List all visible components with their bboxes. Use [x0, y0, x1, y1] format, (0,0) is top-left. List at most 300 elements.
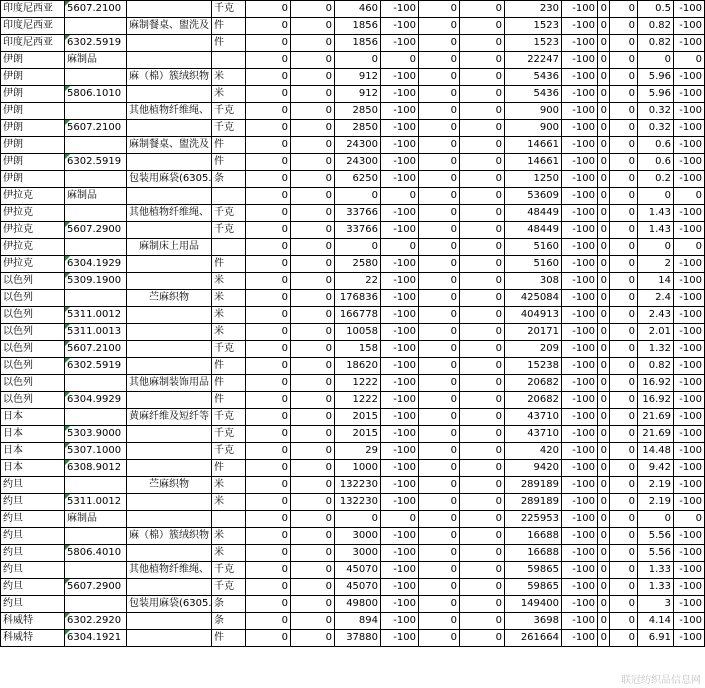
cell-v1[interactable]: 0: [246, 290, 291, 307]
cell-hs-code[interactable]: 5311.0012: [65, 494, 127, 511]
cell-qty-change[interactable]: -100: [381, 579, 419, 596]
cell-v6[interactable]: 0: [460, 205, 505, 222]
cell-v2[interactable]: 0: [291, 35, 335, 52]
cell-price[interactable]: 0.82: [638, 35, 674, 52]
cell-v9[interactable]: 0: [598, 375, 610, 392]
cell-qty[interactable]: 3000: [335, 545, 381, 562]
cell-v9[interactable]: 0: [598, 35, 610, 52]
cell-v5[interactable]: 0: [419, 596, 460, 613]
cell-qty[interactable]: 3000: [335, 528, 381, 545]
cell-v5[interactable]: 0: [419, 528, 460, 545]
cell-hs-code[interactable]: 5806.4010: [65, 545, 127, 562]
cell-price[interactable]: 2.01: [638, 324, 674, 341]
cell-v10[interactable]: 0: [610, 545, 638, 562]
cell-qty[interactable]: 6250: [335, 171, 381, 188]
cell-qty[interactable]: 1222: [335, 392, 381, 409]
cell-v5[interactable]: 0: [419, 409, 460, 426]
cell-price[interactable]: 9.42: [638, 460, 674, 477]
cell-qty-change[interactable]: -100: [381, 137, 419, 154]
cell-hs-code[interactable]: [65, 596, 127, 613]
cell-unit[interactable]: 米: [212, 290, 246, 307]
cell-amount[interactable]: 1250: [505, 171, 562, 188]
cell-v9[interactable]: 0: [598, 273, 610, 290]
cell-qty[interactable]: 0: [335, 239, 381, 256]
cell-v1[interactable]: 0: [246, 477, 291, 494]
cell-product[interactable]: [127, 324, 212, 341]
cell-v6[interactable]: 0: [460, 52, 505, 69]
cell-price[interactable]: 2.19: [638, 494, 674, 511]
cell-product[interactable]: [127, 52, 212, 69]
cell-amount-change[interactable]: -100: [562, 596, 598, 613]
cell-price-change[interactable]: -100: [674, 324, 705, 341]
cell-v2[interactable]: 0: [291, 613, 335, 630]
cell-v6[interactable]: 0: [460, 18, 505, 35]
cell-price-change[interactable]: -100: [674, 494, 705, 511]
cell-amount-change[interactable]: -100: [562, 630, 598, 647]
cell-unit[interactable]: 千克: [212, 222, 246, 239]
cell-v2[interactable]: 0: [291, 188, 335, 205]
cell-qty[interactable]: 18620: [335, 358, 381, 375]
cell-price-change[interactable]: -100: [674, 596, 705, 613]
cell-v9[interactable]: 0: [598, 358, 610, 375]
cell-amount-change[interactable]: -100: [562, 86, 598, 103]
cell-price-change[interactable]: -100: [674, 562, 705, 579]
cell-qty[interactable]: 1856: [335, 18, 381, 35]
cell-amount-change[interactable]: -100: [562, 358, 598, 375]
cell-v10[interactable]: 0: [610, 222, 638, 239]
cell-v9[interactable]: 0: [598, 290, 610, 307]
cell-amount[interactable]: 425084: [505, 290, 562, 307]
cell-amount[interactable]: 3698: [505, 613, 562, 630]
cell-v6[interactable]: 0: [460, 596, 505, 613]
cell-v5[interactable]: 0: [419, 239, 460, 256]
cell-qty-change[interactable]: -100: [381, 307, 419, 324]
cell-amount[interactable]: 43710: [505, 409, 562, 426]
cell-price[interactable]: 2.4: [638, 290, 674, 307]
cell-v9[interactable]: 0: [598, 205, 610, 222]
cell-amount-change[interactable]: -100: [562, 69, 598, 86]
cell-v1[interactable]: 0: [246, 630, 291, 647]
cell-country[interactable]: 伊朗: [1, 120, 65, 137]
cell-price[interactable]: 1.43: [638, 222, 674, 239]
cell-product[interactable]: [127, 35, 212, 52]
cell-amount-change[interactable]: -100: [562, 256, 598, 273]
cell-v2[interactable]: 0: [291, 596, 335, 613]
cell-price[interactable]: 0.82: [638, 18, 674, 35]
cell-unit[interactable]: 件: [212, 375, 246, 392]
cell-product[interactable]: 麻（棉）簇绒织物: [127, 69, 212, 86]
cell-qty[interactable]: 49800: [335, 596, 381, 613]
cell-amount[interactable]: 261664: [505, 630, 562, 647]
cell-hs-code[interactable]: [65, 205, 127, 222]
cell-unit[interactable]: 千克: [212, 103, 246, 120]
cell-v5[interactable]: 0: [419, 460, 460, 477]
cell-v10[interactable]: 0: [610, 460, 638, 477]
cell-product[interactable]: 其他植物纤维绳、: [127, 103, 212, 120]
cell-amount[interactable]: 16688: [505, 528, 562, 545]
cell-qty[interactable]: 0: [335, 52, 381, 69]
cell-hs-code[interactable]: 麻制品: [65, 188, 127, 205]
cell-country[interactable]: 约旦: [1, 545, 65, 562]
cell-v2[interactable]: 0: [291, 358, 335, 375]
cell-v10[interactable]: 0: [610, 409, 638, 426]
cell-v10[interactable]: 0: [610, 35, 638, 52]
cell-qty-change[interactable]: -100: [381, 443, 419, 460]
cell-unit[interactable]: 件: [212, 460, 246, 477]
cell-v10[interactable]: 0: [610, 341, 638, 358]
cell-v6[interactable]: 0: [460, 511, 505, 528]
cell-amount[interactable]: 1523: [505, 18, 562, 35]
cell-country[interactable]: 伊朗: [1, 69, 65, 86]
cell-qty[interactable]: 1222: [335, 375, 381, 392]
cell-amount[interactable]: 43710: [505, 426, 562, 443]
cell-qty[interactable]: 45070: [335, 562, 381, 579]
cell-price[interactable]: 2: [638, 256, 674, 273]
cell-v2[interactable]: 0: [291, 307, 335, 324]
cell-v9[interactable]: 0: [598, 171, 610, 188]
cell-v10[interactable]: 0: [610, 528, 638, 545]
cell-price-change[interactable]: -100: [674, 613, 705, 630]
cell-v1[interactable]: 0: [246, 375, 291, 392]
cell-v5[interactable]: 0: [419, 154, 460, 171]
cell-price-change[interactable]: -100: [674, 222, 705, 239]
cell-qty[interactable]: 1856: [335, 35, 381, 52]
cell-v1[interactable]: 0: [246, 256, 291, 273]
cell-price-change[interactable]: -100: [674, 86, 705, 103]
cell-price-change[interactable]: 0: [674, 239, 705, 256]
cell-qty[interactable]: 33766: [335, 205, 381, 222]
cell-v1[interactable]: 0: [246, 426, 291, 443]
cell-price-change[interactable]: -100: [674, 35, 705, 52]
cell-amount[interactable]: 230: [505, 1, 562, 18]
cell-price[interactable]: 5.56: [638, 545, 674, 562]
cell-price[interactable]: 0: [638, 188, 674, 205]
cell-v9[interactable]: 0: [598, 239, 610, 256]
cell-amount[interactable]: 1523: [505, 35, 562, 52]
cell-country[interactable]: 印度尼西亚: [1, 35, 65, 52]
cell-v5[interactable]: 0: [419, 35, 460, 52]
cell-price[interactable]: 21.69: [638, 409, 674, 426]
cell-v5[interactable]: 0: [419, 630, 460, 647]
cell-amount[interactable]: 20682: [505, 392, 562, 409]
cell-v2[interactable]: 0: [291, 18, 335, 35]
cell-hs-code[interactable]: 5303.9000: [65, 426, 127, 443]
cell-v2[interactable]: 0: [291, 494, 335, 511]
cell-qty[interactable]: 2850: [335, 120, 381, 137]
cell-amount[interactable]: 289189: [505, 477, 562, 494]
cell-product[interactable]: 苎麻织物: [127, 477, 212, 494]
cell-product[interactable]: 麻（棉）簇绒织物: [127, 528, 212, 545]
cell-price[interactable]: 2.19: [638, 477, 674, 494]
cell-price[interactable]: 0.5: [638, 1, 674, 18]
cell-hs-code[interactable]: [65, 290, 127, 307]
cell-product[interactable]: [127, 86, 212, 103]
cell-v2[interactable]: 0: [291, 52, 335, 69]
cell-unit[interactable]: 米: [212, 324, 246, 341]
cell-v9[interactable]: 0: [598, 477, 610, 494]
cell-qty-change[interactable]: -100: [381, 477, 419, 494]
cell-v9[interactable]: 0: [598, 154, 610, 171]
cell-v2[interactable]: 0: [291, 205, 335, 222]
cell-v2[interactable]: 0: [291, 545, 335, 562]
cell-amount[interactable]: 900: [505, 103, 562, 120]
cell-v9[interactable]: 0: [598, 307, 610, 324]
cell-amount-change[interactable]: -100: [562, 426, 598, 443]
cell-product[interactable]: [127, 154, 212, 171]
cell-v10[interactable]: 0: [610, 290, 638, 307]
cell-amount-change[interactable]: -100: [562, 239, 598, 256]
cell-price[interactable]: 6.91: [638, 630, 674, 647]
cell-v10[interactable]: 0: [610, 120, 638, 137]
cell-amount[interactable]: 9420: [505, 460, 562, 477]
cell-v1[interactable]: 0: [246, 69, 291, 86]
cell-hs-code[interactable]: 5607.2100: [65, 120, 127, 137]
cell-v10[interactable]: 0: [610, 273, 638, 290]
cell-v10[interactable]: 0: [610, 324, 638, 341]
cell-v10[interactable]: 0: [610, 86, 638, 103]
cell-country[interactable]: 约旦: [1, 528, 65, 545]
cell-v5[interactable]: 0: [419, 171, 460, 188]
cell-v10[interactable]: 0: [610, 1, 638, 18]
cell-price[interactable]: 16.92: [638, 375, 674, 392]
cell-price-change[interactable]: -100: [674, 273, 705, 290]
cell-price[interactable]: 1.33: [638, 562, 674, 579]
cell-v1[interactable]: 0: [246, 120, 291, 137]
cell-hs-code[interactable]: [65, 137, 127, 154]
cell-amount-change[interactable]: -100: [562, 409, 598, 426]
cell-country[interactable]: 日本: [1, 443, 65, 460]
cell-v10[interactable]: 0: [610, 307, 638, 324]
cell-country[interactable]: 日本: [1, 426, 65, 443]
cell-price[interactable]: 0.6: [638, 137, 674, 154]
cell-country[interactable]: 伊朗: [1, 103, 65, 120]
cell-unit[interactable]: 千克: [212, 562, 246, 579]
cell-v2[interactable]: 0: [291, 86, 335, 103]
cell-hs-code[interactable]: 6302.5919: [65, 154, 127, 171]
cell-price-change[interactable]: -100: [674, 443, 705, 460]
cell-country[interactable]: 以色列: [1, 375, 65, 392]
cell-qty-change[interactable]: -100: [381, 290, 419, 307]
cell-amount[interactable]: 5436: [505, 86, 562, 103]
cell-price-change[interactable]: -100: [674, 630, 705, 647]
cell-unit[interactable]: 千克: [212, 1, 246, 18]
cell-v6[interactable]: 0: [460, 630, 505, 647]
cell-qty-change[interactable]: -100: [381, 562, 419, 579]
cell-unit[interactable]: 米: [212, 545, 246, 562]
cell-v6[interactable]: 0: [460, 69, 505, 86]
cell-country[interactable]: 伊朗: [1, 137, 65, 154]
cell-price[interactable]: 0.32: [638, 120, 674, 137]
cell-v9[interactable]: 0: [598, 545, 610, 562]
cell-unit[interactable]: 米: [212, 86, 246, 103]
cell-country[interactable]: 伊朗: [1, 154, 65, 171]
cell-price-change[interactable]: -100: [674, 137, 705, 154]
cell-v10[interactable]: 0: [610, 69, 638, 86]
cell-qty-change[interactable]: -100: [381, 222, 419, 239]
cell-qty-change[interactable]: -100: [381, 18, 419, 35]
cell-country[interactable]: 伊朗: [1, 52, 65, 69]
cell-v10[interactable]: 0: [610, 52, 638, 69]
cell-v9[interactable]: 0: [598, 137, 610, 154]
cell-v5[interactable]: 0: [419, 120, 460, 137]
cell-hs-code[interactable]: 麻制品: [65, 52, 127, 69]
cell-v5[interactable]: 0: [419, 205, 460, 222]
cell-country[interactable]: 以色列: [1, 341, 65, 358]
cell-v9[interactable]: 0: [598, 1, 610, 18]
cell-v2[interactable]: 0: [291, 239, 335, 256]
cell-country[interactable]: 伊朗: [1, 86, 65, 103]
cell-v6[interactable]: 0: [460, 120, 505, 137]
cell-v5[interactable]: 0: [419, 307, 460, 324]
cell-product[interactable]: [127, 188, 212, 205]
cell-unit[interactable]: 件: [212, 630, 246, 647]
cell-hs-code[interactable]: 6308.9012: [65, 460, 127, 477]
cell-hs-code[interactable]: [65, 239, 127, 256]
cell-v6[interactable]: 0: [460, 171, 505, 188]
cell-v1[interactable]: 0: [246, 562, 291, 579]
cell-price[interactable]: 4.14: [638, 613, 674, 630]
cell-v2[interactable]: 0: [291, 460, 335, 477]
cell-v10[interactable]: 0: [610, 205, 638, 222]
cell-unit[interactable]: 米: [212, 528, 246, 545]
cell-qty[interactable]: 29: [335, 443, 381, 460]
cell-qty-change[interactable]: -100: [381, 256, 419, 273]
cell-unit[interactable]: 千克: [212, 120, 246, 137]
cell-v5[interactable]: 0: [419, 358, 460, 375]
cell-v9[interactable]: 0: [598, 18, 610, 35]
cell-v5[interactable]: 0: [419, 477, 460, 494]
cell-price-change[interactable]: -100: [674, 460, 705, 477]
cell-amount[interactable]: 404913: [505, 307, 562, 324]
cell-v5[interactable]: 0: [419, 511, 460, 528]
cell-v10[interactable]: 0: [610, 477, 638, 494]
cell-price-change[interactable]: -100: [674, 545, 705, 562]
cell-v2[interactable]: 0: [291, 409, 335, 426]
cell-v5[interactable]: 0: [419, 426, 460, 443]
cell-product[interactable]: 苎麻织物: [127, 290, 212, 307]
cell-v5[interactable]: 0: [419, 579, 460, 596]
cell-v1[interactable]: 0: [246, 545, 291, 562]
cell-v9[interactable]: 0: [598, 52, 610, 69]
cell-amount[interactable]: 15238: [505, 358, 562, 375]
cell-qty[interactable]: 33766: [335, 222, 381, 239]
cell-qty[interactable]: 24300: [335, 154, 381, 171]
cell-qty[interactable]: 132230: [335, 494, 381, 511]
cell-v5[interactable]: 0: [419, 1, 460, 18]
cell-price[interactable]: 5.96: [638, 86, 674, 103]
cell-hs-code[interactable]: 6304.1929: [65, 256, 127, 273]
cell-v10[interactable]: 0: [610, 426, 638, 443]
cell-v5[interactable]: 0: [419, 494, 460, 511]
cell-unit[interactable]: 米: [212, 69, 246, 86]
cell-v1[interactable]: 0: [246, 494, 291, 511]
cell-country[interactable]: 约旦: [1, 579, 65, 596]
cell-qty[interactable]: 0: [335, 511, 381, 528]
cell-hs-code[interactable]: 5607.2100: [65, 1, 127, 18]
cell-v9[interactable]: 0: [598, 494, 610, 511]
cell-qty[interactable]: 0: [335, 188, 381, 205]
cell-qty-change[interactable]: 0: [381, 239, 419, 256]
cell-qty-change[interactable]: 0: [381, 511, 419, 528]
cell-qty[interactable]: 894: [335, 613, 381, 630]
cell-hs-code[interactable]: 5311.0012: [65, 307, 127, 324]
cell-hs-code[interactable]: 6304.9929: [65, 392, 127, 409]
cell-v5[interactable]: 0: [419, 69, 460, 86]
cell-amount-change[interactable]: -100: [562, 443, 598, 460]
cell-price-change[interactable]: 0: [674, 188, 705, 205]
cell-v5[interactable]: 0: [419, 562, 460, 579]
cell-v1[interactable]: 0: [246, 596, 291, 613]
cell-amount[interactable]: 48449: [505, 205, 562, 222]
cell-v5[interactable]: 0: [419, 222, 460, 239]
cell-price[interactable]: 0: [638, 239, 674, 256]
cell-qty-change[interactable]: -100: [381, 273, 419, 290]
cell-country[interactable]: 伊朗: [1, 171, 65, 188]
cell-product[interactable]: 包装用麻袋(6305.: [127, 171, 212, 188]
cell-amount-change[interactable]: -100: [562, 290, 598, 307]
cell-price[interactable]: 16.92: [638, 392, 674, 409]
cell-v1[interactable]: 0: [246, 239, 291, 256]
cell-product[interactable]: [127, 630, 212, 647]
cell-unit[interactable]: 条: [212, 171, 246, 188]
cell-unit[interactable]: 件: [212, 256, 246, 273]
cell-price-change[interactable]: -100: [674, 392, 705, 409]
cell-price[interactable]: 1.43: [638, 205, 674, 222]
cell-amount-change[interactable]: -100: [562, 188, 598, 205]
cell-amount[interactable]: 149400: [505, 596, 562, 613]
cell-amount[interactable]: 59865: [505, 579, 562, 596]
cell-v1[interactable]: 0: [246, 188, 291, 205]
cell-qty[interactable]: 132230: [335, 477, 381, 494]
cell-hs-code[interactable]: 5309.1900: [65, 273, 127, 290]
cell-hs-code[interactable]: [65, 409, 127, 426]
cell-qty-change[interactable]: -100: [381, 171, 419, 188]
cell-country[interactable]: 日本: [1, 460, 65, 477]
cell-product[interactable]: [127, 120, 212, 137]
cell-product[interactable]: [127, 511, 212, 528]
cell-product[interactable]: 其他植物纤维绳、: [127, 205, 212, 222]
cell-amount[interactable]: 420: [505, 443, 562, 460]
cell-country[interactable]: 印度尼西亚: [1, 1, 65, 18]
cell-unit[interactable]: 千克: [212, 443, 246, 460]
cell-product[interactable]: 其他麻制装饰用品: [127, 375, 212, 392]
cell-country[interactable]: 以色列: [1, 273, 65, 290]
cell-qty[interactable]: 2015: [335, 409, 381, 426]
cell-amount[interactable]: 20171: [505, 324, 562, 341]
cell-v6[interactable]: 0: [460, 562, 505, 579]
cell-amount-change[interactable]: -100: [562, 324, 598, 341]
cell-unit[interactable]: 米: [212, 494, 246, 511]
cell-price[interactable]: 2.43: [638, 307, 674, 324]
cell-amount[interactable]: 20682: [505, 375, 562, 392]
cell-hs-code[interactable]: 5307.1000: [65, 443, 127, 460]
cell-v2[interactable]: 0: [291, 341, 335, 358]
cell-v5[interactable]: 0: [419, 137, 460, 154]
cell-price[interactable]: 14.48: [638, 443, 674, 460]
cell-price[interactable]: 3: [638, 596, 674, 613]
cell-v9[interactable]: 0: [598, 256, 610, 273]
cell-hs-code[interactable]: 5607.2900: [65, 579, 127, 596]
cell-unit[interactable]: 件: [212, 154, 246, 171]
cell-v2[interactable]: 0: [291, 69, 335, 86]
cell-price[interactable]: 1.32: [638, 341, 674, 358]
cell-v1[interactable]: 0: [246, 35, 291, 52]
cell-amount-change[interactable]: -100: [562, 307, 598, 324]
cell-v10[interactable]: 0: [610, 239, 638, 256]
cell-unit[interactable]: 千克: [212, 341, 246, 358]
cell-v6[interactable]: 0: [460, 256, 505, 273]
cell-country[interactable]: 科威特: [1, 613, 65, 630]
